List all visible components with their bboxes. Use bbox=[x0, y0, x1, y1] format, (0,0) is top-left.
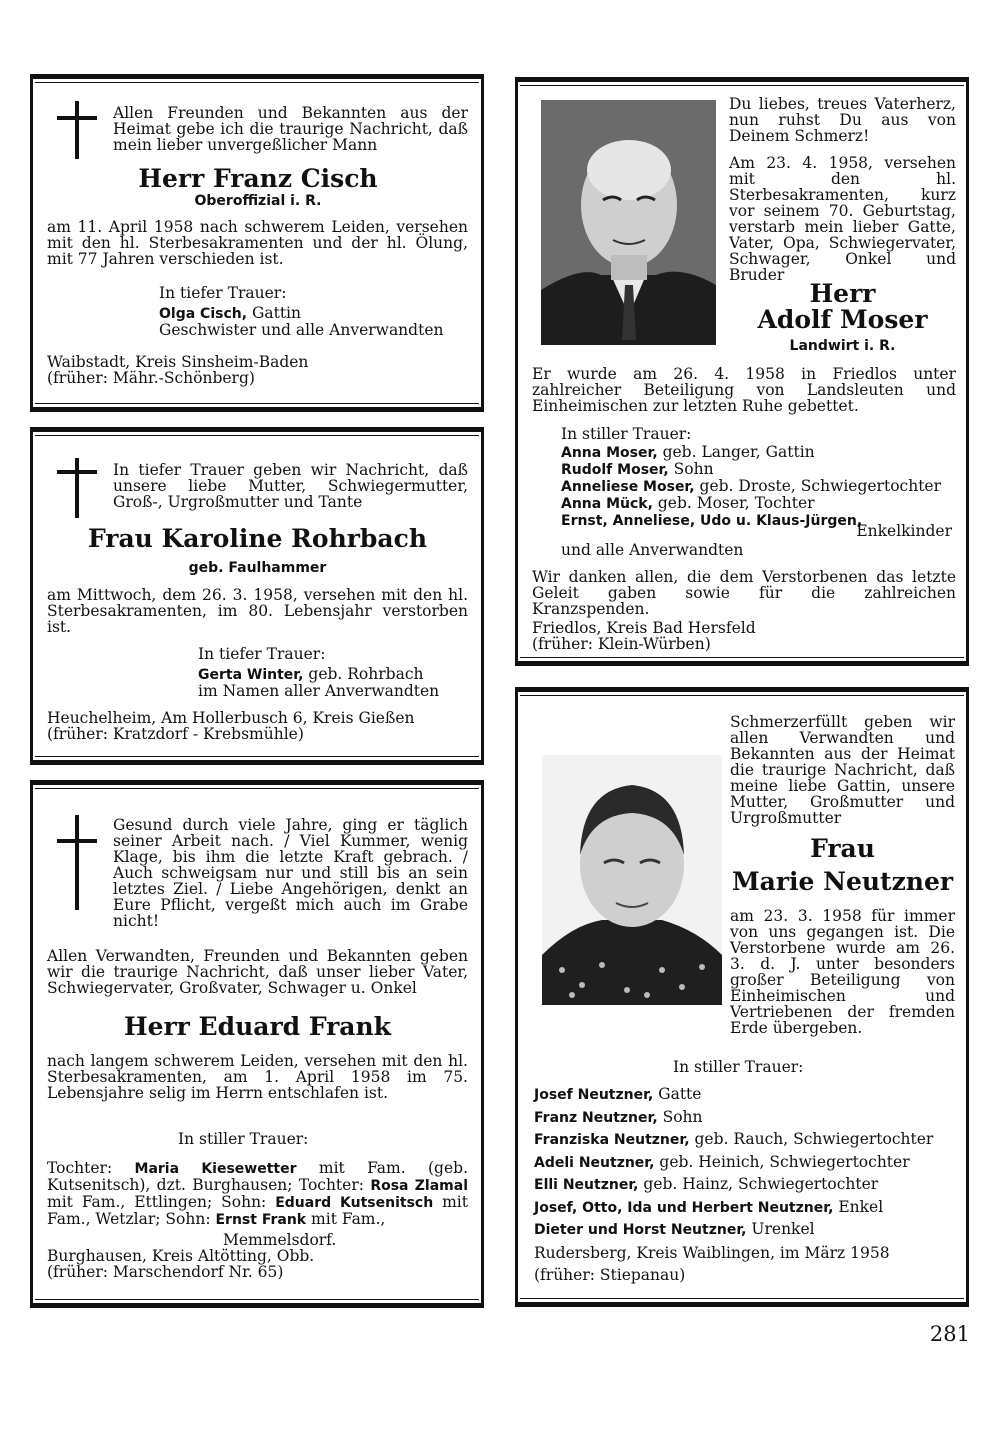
portrait-photo bbox=[542, 755, 722, 1005]
deceased-title-word: Herr bbox=[809, 279, 876, 308]
obituary-karoline-rohrbach bbox=[30, 427, 484, 765]
death-text: am 11. April 1958 nach schwerem Leiden, versehen mit den hl. Sterbesakramenten und der hl. Ölung, mit 77 Jahren verschieden ist. bbox=[47, 218, 468, 268]
deceased-title: Landwirt i. R. bbox=[789, 338, 896, 354]
mourner-name: Josef Neutzner, bbox=[534, 1087, 654, 1103]
mourner-relation: Gatte bbox=[653, 1085, 702, 1103]
former-address: (früher: Stiepanau) bbox=[534, 1266, 686, 1284]
birth-name: geb. Faulhammer bbox=[188, 560, 327, 576]
relation-text: mit Fam. (geb. Kutsenitsch), dzt. Burghausen; Tochter: bbox=[47, 1159, 469, 1194]
death-text: am 23. 3. 1958 für immer von uns gegangen ist. Die Verstorbene wurde am 26. 3. d. J. unter besonders großer Beteiligung von Einheimischen und Vertriebenen der fremden Erde übergeben. bbox=[730, 907, 955, 1037]
mourner-relation: Enkel bbox=[833, 1197, 884, 1216]
mourner-list bbox=[534, 1084, 956, 1242]
mourner-line bbox=[159, 305, 301, 322]
portrait-woman bbox=[542, 755, 722, 1005]
mourner-relation: Urenkel bbox=[746, 1220, 815, 1238]
intro-text: In tiefer Trauer geben wir Nachricht, daß unsere liebe Mutter, Schwiegermutter, Groß-, Urgroßmutter und Tante bbox=[113, 461, 468, 511]
mourner-name: Franziska Neutzner, bbox=[534, 1132, 690, 1148]
mourner-name: Anna Moser, bbox=[561, 445, 658, 461]
mourner-relation: geb. Heinich, Schwiegertochter bbox=[654, 1152, 910, 1171]
mourner-name: Maria Kiesewetter bbox=[134, 1161, 297, 1177]
mourner-name: Olga Cisch, bbox=[159, 306, 248, 322]
obituary-eduard-frank bbox=[30, 780, 484, 1308]
intro-text: Allen Freunden und Bekannten aus der Heimat gebe ich die traurige Nachricht, daß mein lieber unvergeßlicher Mann bbox=[113, 104, 468, 154]
mourner-relation: geb. Hainz, Schwiegertochter bbox=[638, 1175, 879, 1193]
address: Burghausen, Kreis Altötting, Obb. bbox=[47, 1247, 315, 1265]
relation-text: Tochter: bbox=[47, 1159, 135, 1177]
address: Heuchelheim, Am Hollerbusch 6, Kreis Gießen bbox=[47, 709, 415, 727]
deceased-name: Herr Eduard Frank bbox=[123, 1012, 392, 1041]
mourner-name: Dieter und Horst Neutzner, bbox=[534, 1222, 747, 1238]
mourner-relation: geb. Rohrbach bbox=[303, 665, 424, 683]
place: Memmelsdorf. bbox=[223, 1231, 337, 1249]
mourner-name: Gerta Winter, bbox=[198, 667, 304, 683]
portrait-photo bbox=[541, 100, 716, 345]
address: Rudersberg, Kreis Waiblingen, im März 1958 bbox=[534, 1244, 890, 1262]
mourner-line bbox=[561, 444, 956, 461]
intro-text: Allen Verwandten, Freunden und Bekannten geben wir die traurige Nachricht, daß unser lieber Vater, Schwiegervater, Großvater, Schwager u. Onkel bbox=[47, 947, 468, 997]
mourner-line bbox=[534, 1107, 956, 1130]
other-mourners: Geschwister und alle Anverwandten bbox=[159, 321, 444, 339]
mourner-name: Anna Mück, bbox=[561, 496, 653, 512]
death-text: nach langem schwerem Leiden, versehen mit den hl. Sterbesakramenten, am 1. April 1958 im 75. Lebensjahre selig im Herrn entschlafen ist. bbox=[47, 1052, 468, 1102]
cross-icon bbox=[57, 458, 97, 518]
obituary-marie-neutzner bbox=[515, 687, 969, 1307]
intro-text: Schmerzerfüllt geben wir allen Verwandten und Bekannten aus der Heimat die traurige Nachricht, daß meine liebe Gattin, unsere Mutter, Großmutter und Urgroßmutter bbox=[730, 713, 955, 827]
deceased-name: Herr Franz Cisch bbox=[138, 164, 378, 193]
poem-text: Gesund durch viele Jahre, ging er täglich seiner Arbeit nach. / Viel Kummer, wenig Klage, bis ihm die letzte Kraft gebrach. / Auch schweigsam nur und still bis an sein letztes Ziel. / Liebe Angehörigen, denkt an Eure Pflicht, vergeßt mich auch im Grabe nicht! bbox=[113, 816, 468, 930]
grandchildren-label: Enkelkinder bbox=[856, 522, 952, 540]
address: Waibstadt, Kreis Sinsheim-Baden bbox=[47, 353, 309, 371]
cross-icon bbox=[57, 815, 97, 910]
mourner-list bbox=[561, 444, 956, 529]
mourner-relation: geb. Moser, Tochter bbox=[652, 494, 815, 512]
mourner-line bbox=[534, 1129, 956, 1152]
mourner-relation: Sohn bbox=[657, 1107, 703, 1126]
mourner-name: Anneliese Moser, bbox=[561, 479, 695, 495]
deceased-name: Adolf Moser bbox=[757, 305, 928, 334]
death-text: am Mittwoch, dem 26. 3. 1958, versehen mit den hl. Sterbesakramenten, im 80. Lebensjahr verstorben ist. bbox=[47, 586, 468, 636]
mourner-line bbox=[534, 1152, 956, 1175]
intro-text: Am 23. 4. 1958, versehen mit den hl. Sterbesakramenten, kurz vor seinem 70. Geburtstag, verstarb mein lieber Gatte, Vater, Opa, Schwiegervater, Schwager, Onkel und Bruder bbox=[729, 154, 956, 284]
mourner-name: Ernst Frank bbox=[215, 1212, 307, 1228]
mourner-relation: geb. Rauch, Schwiegertochter bbox=[689, 1130, 934, 1148]
deceased-title-word: Frau bbox=[810, 834, 875, 863]
mourner-line bbox=[534, 1084, 956, 1107]
mourner-relation: geb. Langer, Gattin bbox=[657, 443, 815, 461]
deceased-title: Oberoffizial i. R. bbox=[194, 193, 322, 209]
deceased-name: Frau Karoline Rohrbach bbox=[88, 524, 427, 553]
other-mourners: und alle Anverwandten bbox=[561, 541, 744, 559]
mourning-label: In stiller Trauer: bbox=[178, 1130, 309, 1148]
mourning-label: In stiller Trauer: bbox=[561, 425, 692, 443]
mourner-relation: Sohn bbox=[668, 460, 714, 478]
mourner-line bbox=[198, 666, 424, 683]
former-address: (früher: Kratzdorf - Krebsmühle) bbox=[47, 725, 304, 743]
obituary-adolf-moser bbox=[515, 77, 969, 666]
poem-text: Du liebes, treues Vaterherz, nun ruhst Du aus von Deinem Schmerz! bbox=[729, 95, 956, 145]
mourner-name: Rudolf Moser, bbox=[561, 462, 669, 478]
deceased-name: Marie Neutzner bbox=[731, 867, 954, 896]
mourner-line bbox=[561, 495, 956, 512]
mourner-name: Eduard Kutsenitsch bbox=[275, 1195, 434, 1211]
mourner-line bbox=[534, 1197, 956, 1220]
obituary-franz-cisch bbox=[30, 74, 484, 412]
portrait-man bbox=[541, 100, 716, 345]
address: Friedlos, Kreis Bad Hersfeld bbox=[532, 619, 756, 637]
mourners-text bbox=[47, 1160, 468, 1228]
mourner-name: Josef, Otto, Ida und Herbert Neutzner, bbox=[534, 1199, 834, 1216]
mourner-line bbox=[534, 1219, 956, 1242]
mourner-name: Franz Neutzner, bbox=[534, 1109, 658, 1126]
mourning-label: In stiller Trauer: bbox=[673, 1058, 804, 1076]
former-address: (früher: Marschendorf Nr. 65) bbox=[47, 1263, 284, 1281]
mourner-line bbox=[561, 478, 956, 495]
relation-text: mit Fam., Wetzlar; Sohn: bbox=[47, 1193, 468, 1228]
other-mourners: im Namen aller Anverwandten bbox=[198, 682, 440, 700]
mourner-name: Rosa Zlamal bbox=[370, 1178, 468, 1194]
burial-text: Er wurde am 26. 4. 1958 in Friedlos unter zahlreicher Beteiligung von Landsleuten und Einheimischen zur letzten Ruhe gebettet. bbox=[532, 365, 956, 415]
mourner-relation: geb. Droste, Schwiegertochter bbox=[694, 477, 942, 495]
mourner-name: Adeli Neutzner, bbox=[534, 1154, 655, 1171]
former-address: (früher: Klein-Würben) bbox=[532, 635, 711, 653]
mourner-name: Elli Neutzner, bbox=[534, 1177, 639, 1193]
relation-text: mit Fam., Ettlingen; Sohn: bbox=[47, 1193, 276, 1211]
mourner-line bbox=[561, 461, 956, 478]
mourner-name: Ernst, Anneliese, Udo u. Klaus-Jürgen, bbox=[561, 513, 863, 529]
mourner-line bbox=[534, 1174, 956, 1197]
former-address: (früher: Mähr.-Schönberg) bbox=[47, 369, 255, 387]
mourner-relation: Gattin bbox=[247, 304, 301, 322]
relation-text: mit Fam., bbox=[306, 1210, 386, 1228]
mourning-label: In tiefer Trauer: bbox=[159, 284, 287, 302]
thanks-text: Wir danken allen, die dem Verstorbenen das letzte Geleit gaben sowie für die zahlreichen Kranzspenden. bbox=[532, 568, 956, 618]
cross-icon bbox=[57, 101, 97, 159]
page-number: 281 bbox=[929, 1322, 970, 1346]
mourning-label: In tiefer Trauer: bbox=[198, 645, 326, 663]
